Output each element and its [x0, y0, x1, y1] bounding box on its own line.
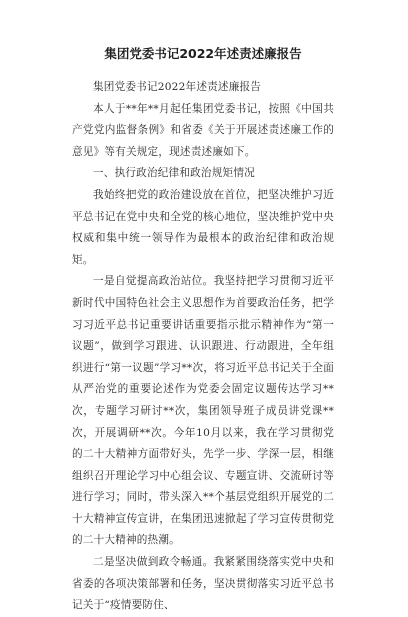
paragraph-subtitle: 集团党委书记2022年述责述廉报告: [93, 81, 262, 93]
paragraph-point-one: 一是自觉提高政治站位。我坚持把学习贯彻习近平新时代中国特色社会主义思想作为首要政治任务，把学习习近平总书记重要讲话重要指示批示精神作为“第一议题”，做到学习跟进、认识跟进、行动跟进，全年组织进行“第一议题”学习**次，将习近平总书记关于全面从严治党的重要论述作为党委会固定议题传达学习**次，专题学习研讨**次，集团领导班子成员讲党课**次，开展调研**次。今年10月以来，我在学习贯彻党的二十大精神方面带好头，先学一步、学深一层，相继组织召开理论学习中心组会议、专题宣讲、交流研讨等进行学习；同时，带头深入**个基层党组织开展党的二十大精神宣传宣讲，在集团迅速掀起了学习宣传贯彻党的二十大精神的热潮。: [72, 275, 334, 547]
paragraph-point-two: 二是坚决做到政令畅通。我紧紧围绕落实党中央和省委的各项决策部署和任务，坚决贯彻落实习近平总书记关于“疫情要防住、: [72, 556, 334, 612]
document-title: 集团党委书记2022年述责述廉报告: [104, 46, 302, 61]
paragraph-section-intro: 我始终把党的政治建设放在首位，把坚决维护习近平总书记在党中央和全党的核心地位，坚决维护党中央权威和集中统一领导作为最根本的政治纪律和政治规矩。: [72, 188, 334, 266]
paragraph-intro: 本人于**年**月起任集团党委书记，按照《中国共产党党内监督条例》和省委《关于开展述责述廉工作的意见》等有关规定，现述责述廉如下。: [72, 102, 334, 158]
section-heading: 一、执行政治纪律和政治规矩情况: [93, 167, 255, 180]
